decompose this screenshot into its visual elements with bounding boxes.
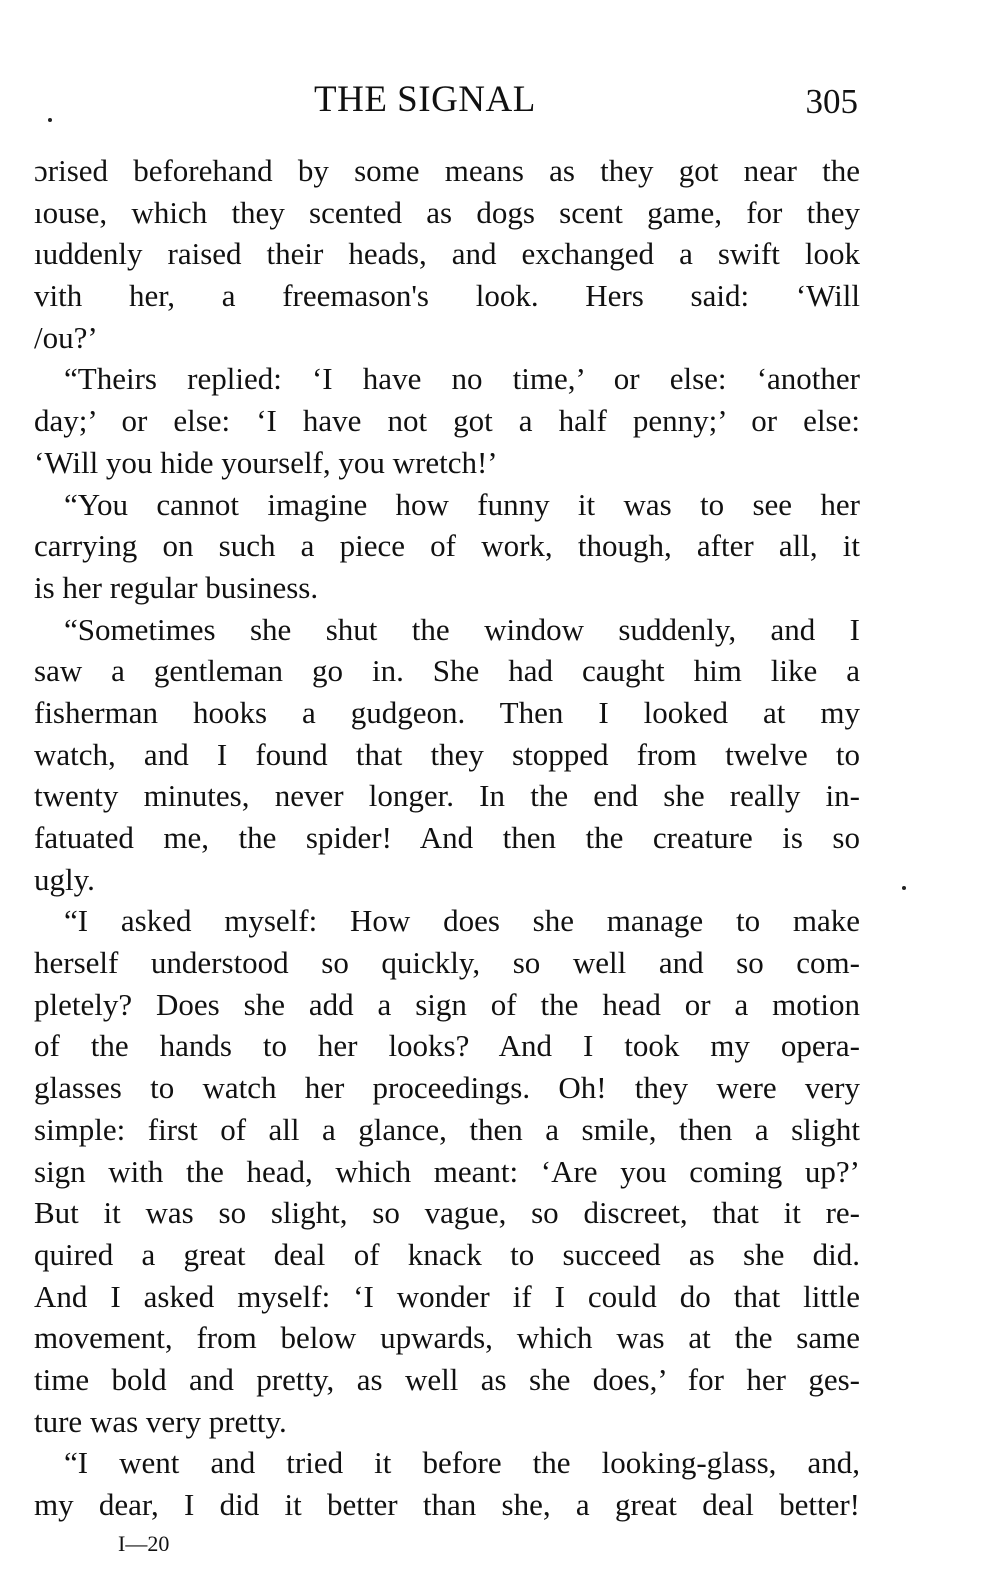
text-line: twenty minutes, never longer. In the end she really in-: [34, 778, 860, 814]
body-text: [34, 150, 860, 1526]
running-header: [0, 78, 1000, 126]
text-line: ıuddenly raised their heads, and exchanged a swift look: [34, 236, 860, 272]
text-line: “I went and tried it before the looking-glass, and,: [64, 1445, 860, 1481]
text-line: “I asked myself: How does she manage to make: [64, 903, 860, 939]
print-speck: [48, 118, 52, 122]
running-title: THE SIGNAL: [314, 79, 536, 120]
text-line: /ou?’: [34, 319, 98, 355]
text-line: ture was very pretty.: [34, 1403, 287, 1439]
text-line: my dear, I did it better than she, a great deal better!: [34, 1487, 860, 1522]
text-line: saw a gentleman go in. She had caught him like a: [34, 653, 860, 689]
text-line: “You cannot imagine how funny it was to see her: [64, 486, 860, 522]
text-line: simple: first of all a glance, then a smile, then a slight: [34, 1111, 860, 1147]
text-line: “Sometimes she shut the window suddenly, and I: [64, 611, 860, 647]
text-line: quired a great deal of knack to succeed as she did.: [34, 1236, 860, 1272]
text-line: pletely? Does she add a sign of the head or a motion: [34, 986, 860, 1022]
signature-mark: I—20: [118, 1531, 170, 1556]
text-line: ‘Will you hide yourself, you wretch!’: [34, 444, 498, 480]
print-speck: [902, 886, 906, 890]
text-line: ugly.: [34, 861, 95, 897]
text-line: And I asked myself: ‘I wonder if I could do that little: [34, 1278, 860, 1314]
text-line: of the hands to her looks? And I took my opera-: [34, 1028, 860, 1064]
text-line: fisherman hooks a gudgeon. Then I looked at my: [34, 694, 860, 730]
text-line: day;’ or else: ‘I have not got a half penny;’ or else:: [34, 403, 860, 439]
page-number: 305: [805, 82, 858, 121]
text-line: sign with the head, which meant: ‘Are you coming up?’: [34, 1153, 860, 1189]
text-line: ıouse, which they scented as dogs scent game, for they: [34, 194, 860, 230]
text-line: vith her, a freemason's look. Hers said: ‘Will: [34, 278, 860, 314]
text-line: time bold and pretty, as well as she does,’ for her ges-: [34, 1361, 860, 1397]
text-line: “Theirs replied: ‘I have no time,’ or else: ‘another: [64, 361, 860, 397]
text-line: herself understood so quickly, so well and so com-: [34, 945, 860, 981]
text-line: is her regular business.: [34, 569, 319, 605]
text-line: glasses to watch her proceedings. Oh! they were very: [34, 1070, 860, 1106]
text-line: fatuated me, the spider! And then the creature is so: [34, 820, 860, 855]
text-line: movement, from below upwards, which was at the same: [34, 1320, 860, 1356]
text-line: But it was so slight, so vague, so discreet, that it re-: [34, 1195, 860, 1231]
text-line: watch, and I found that they stopped from twelve to: [34, 736, 860, 772]
text-line: carrying on such a piece of work, though, after all, it: [34, 528, 860, 564]
text-line: ɔrised beforehand by some means as they got near the: [34, 153, 860, 188]
